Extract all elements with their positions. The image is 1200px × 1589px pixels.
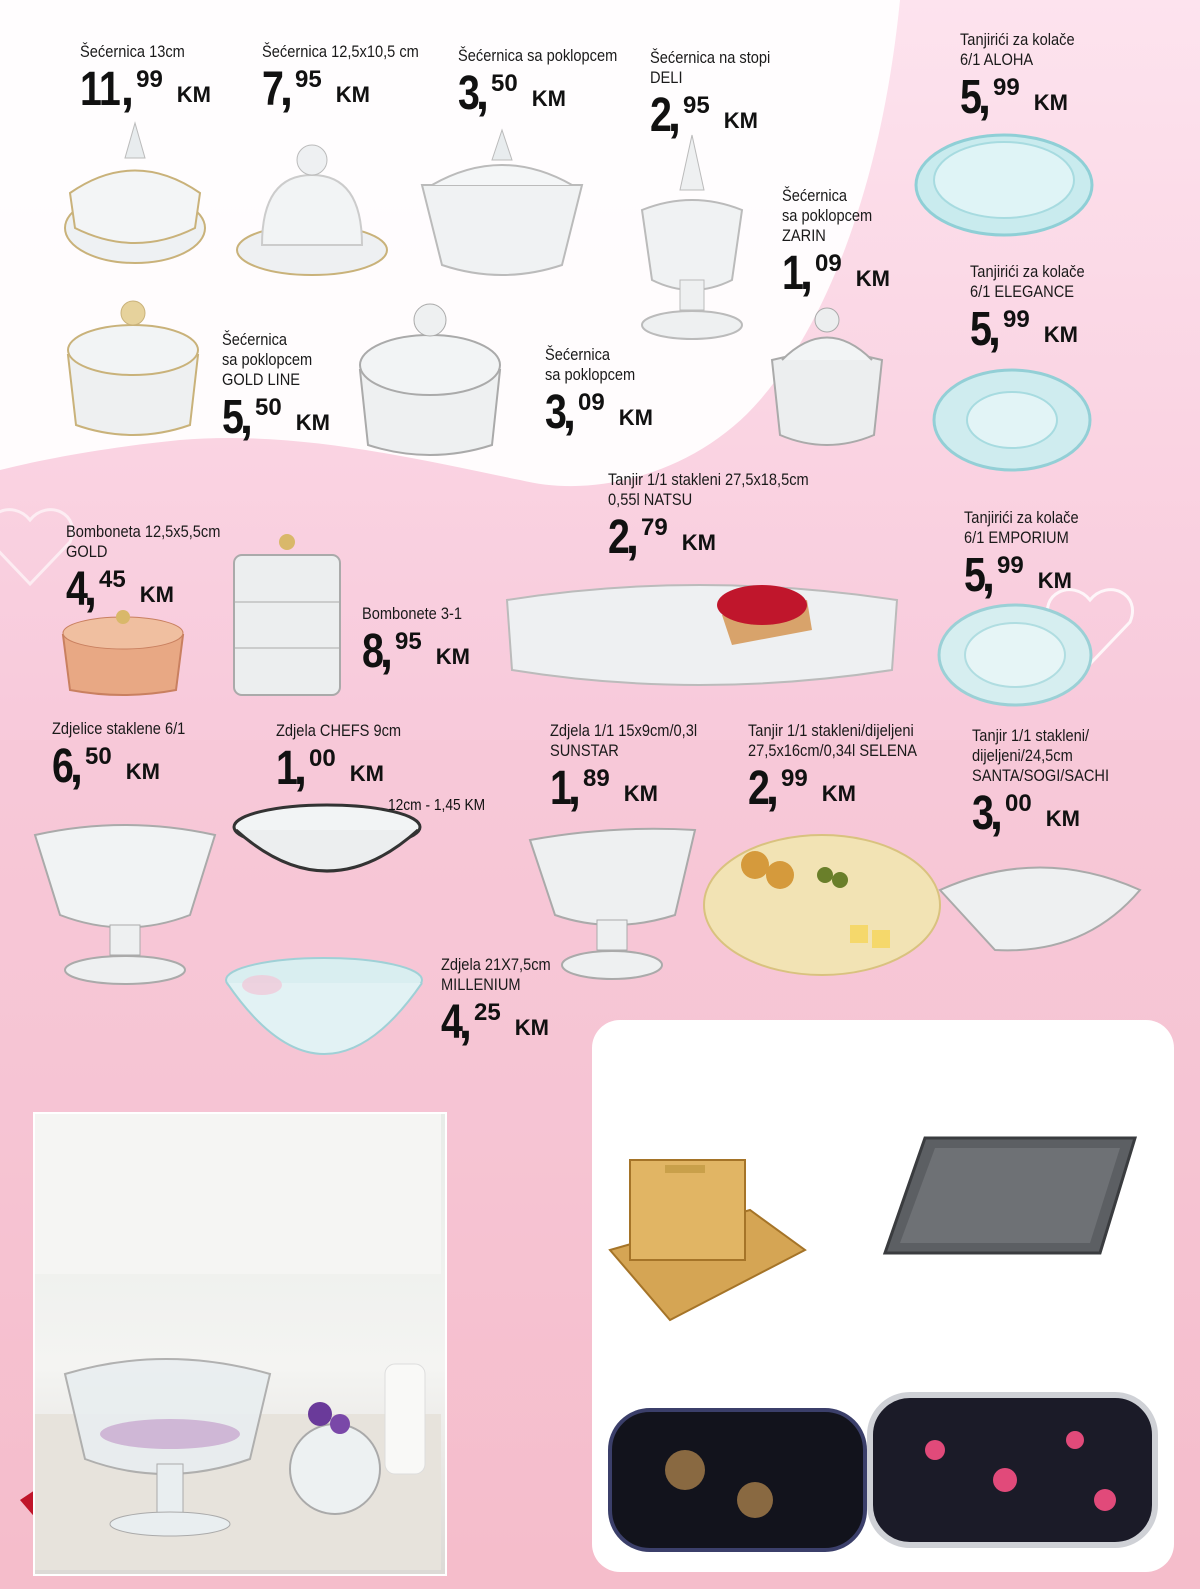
price-currency: KM bbox=[1045, 806, 1080, 831]
sugar-bowl-lid-photo bbox=[412, 125, 592, 285]
product-name-line: Zdjelice staklene 6/1 bbox=[52, 719, 186, 738]
product-name-line: 6/1 ALOHA bbox=[960, 50, 1034, 69]
price-tag bbox=[262, 63, 444, 116]
price-integer: 2 bbox=[748, 762, 770, 815]
price-integer: 1 bbox=[550, 762, 572, 815]
product-name-line: sa poklopcem bbox=[545, 365, 636, 384]
product-name-line: Zdjela 1/1 15x9cm/0,3l bbox=[550, 721, 698, 740]
price-decimal: 50 bbox=[255, 394, 282, 421]
price-decimal: 79 bbox=[641, 514, 668, 541]
price-currency: KM bbox=[139, 582, 174, 607]
product-p16 bbox=[550, 721, 721, 813]
price-currency: KM bbox=[125, 759, 160, 784]
price-integer: 4 bbox=[441, 996, 463, 1049]
product-name-line: MILLENIUM bbox=[441, 975, 521, 994]
zarin-bowl-photo bbox=[762, 305, 892, 455]
product-name-line: 6/1 EMPORIUM bbox=[964, 528, 1069, 547]
price-comma: , bbox=[625, 511, 640, 564]
price-tag bbox=[362, 625, 478, 678]
dessert-bowls-photo bbox=[30, 815, 220, 990]
price-currency: KM bbox=[681, 530, 716, 555]
price-integer: 7 bbox=[262, 63, 284, 116]
price-comma: , bbox=[475, 67, 490, 120]
product-name-line: Bomboneta 12,5x5,5cm bbox=[66, 522, 221, 541]
price-comma: , bbox=[765, 762, 780, 815]
price-integer: 11 bbox=[80, 63, 120, 116]
product-name-line: Zdjela CHEFS 9cm bbox=[276, 721, 402, 740]
price-tag bbox=[970, 303, 1103, 356]
price-tag bbox=[782, 247, 890, 300]
product-name-line: Tanjirići za kolače bbox=[964, 508, 1079, 527]
price-currency: KM bbox=[435, 644, 470, 669]
product-p18 bbox=[972, 726, 1131, 838]
product-name-line: dijeljeni/24,5cm bbox=[972, 746, 1073, 765]
product-p7 bbox=[970, 262, 1103, 354]
aloha-plates-photo bbox=[912, 125, 1097, 240]
price-comma: , bbox=[293, 742, 308, 795]
price-integer: 2 bbox=[608, 511, 630, 564]
product-p12 bbox=[66, 522, 246, 614]
drina-tray-photo bbox=[880, 1128, 1150, 1263]
price-decimal: 09 bbox=[815, 250, 842, 277]
price-integer: 5 bbox=[960, 71, 982, 124]
sugar-bowl-13cm-photo bbox=[55, 118, 215, 268]
price-tag bbox=[748, 762, 945, 815]
price-decimal: 99 bbox=[781, 765, 808, 792]
product-p14 bbox=[52, 719, 207, 791]
price-decimal: 99 bbox=[136, 66, 163, 93]
product-name-line: Šećernica bbox=[222, 330, 288, 349]
product-name-line: sa poklopcem bbox=[782, 206, 873, 225]
product-p4 bbox=[650, 48, 790, 140]
price-integer: 5 bbox=[970, 303, 992, 356]
chefs-12cm-note: 12cm - 1,45 KM bbox=[388, 797, 486, 814]
product-name-line: Šećernica sa poklopcem bbox=[458, 46, 618, 65]
price-integer: 8 bbox=[362, 625, 384, 678]
price-tag bbox=[276, 742, 421, 795]
price-comma: , bbox=[562, 386, 577, 439]
product-name-line: 27,5x16cm/0,34l SELENA bbox=[748, 741, 918, 760]
product-p10 bbox=[608, 470, 841, 562]
price-comma: , bbox=[458, 996, 473, 1049]
price-tag bbox=[608, 511, 841, 564]
price-comma: , bbox=[83, 563, 98, 616]
price-decimal: 09 bbox=[578, 389, 605, 416]
price-decimal: 50 bbox=[85, 743, 112, 770]
product-name-line: ZARIN bbox=[782, 226, 826, 245]
price-currency: KM bbox=[335, 82, 370, 107]
product-p11 bbox=[964, 508, 1097, 600]
product-name-line: sa poklopcem bbox=[222, 350, 313, 369]
bowl-illustration bbox=[35, 1114, 441, 1570]
price-comma: , bbox=[987, 303, 1002, 356]
product-p3 bbox=[458, 46, 643, 118]
product-p8 bbox=[222, 330, 330, 442]
petite-patisserie-photo bbox=[33, 1112, 447, 1576]
price-tag bbox=[458, 67, 643, 120]
product-name-line: DELI bbox=[650, 68, 683, 87]
price-integer: 1 bbox=[782, 247, 804, 300]
product-p5 bbox=[960, 30, 1093, 122]
product-name-line: Tanjirići za kolače bbox=[960, 30, 1075, 49]
price-currency: KM bbox=[855, 266, 890, 291]
natsu-plate-photo bbox=[497, 560, 907, 700]
product-name-line: Bombonete 3-1 bbox=[362, 604, 462, 623]
price-integer: 3 bbox=[972, 787, 994, 840]
price-tag bbox=[964, 549, 1097, 602]
product-name-line: Šećernica bbox=[782, 186, 848, 205]
price-comma: , bbox=[977, 71, 992, 124]
price-comma: , bbox=[379, 625, 394, 678]
sunstar-bowl-photo bbox=[525, 825, 700, 985]
price-decimal: 95 bbox=[683, 92, 710, 119]
price-currency: KM bbox=[1043, 322, 1078, 347]
price-comma: , bbox=[239, 391, 254, 444]
product-name-line: Šećernica 12,5x10,5 cm bbox=[262, 42, 419, 61]
price-comma: , bbox=[279, 63, 294, 116]
product-p1 bbox=[80, 42, 211, 114]
gold-line-bowl-photo bbox=[58, 295, 208, 445]
price-currency: KM bbox=[821, 781, 856, 806]
product-name-line: Tanjir 1/1 stakleni/ bbox=[972, 726, 1090, 745]
product-name-line: Šećernica na stopi bbox=[650, 48, 771, 67]
product-p2 bbox=[262, 42, 444, 114]
price-decimal: 95 bbox=[395, 628, 422, 655]
price-decimal: 89 bbox=[583, 765, 610, 792]
product-name-line: SANTA/SOGI/SACHI bbox=[972, 766, 1110, 785]
price-decimal: 99 bbox=[997, 552, 1024, 579]
price-tag bbox=[545, 386, 653, 439]
price-currency: KM bbox=[1033, 90, 1068, 115]
price-tag bbox=[441, 996, 569, 1049]
price-decimal: 25 bbox=[474, 999, 501, 1026]
santa-plate-photo bbox=[935, 845, 1145, 955]
product-name-line: Šećernica 13cm bbox=[80, 42, 185, 61]
product-name-line: Šećernica bbox=[545, 345, 611, 364]
price-decimal: 50 bbox=[491, 70, 518, 97]
product-p15 bbox=[276, 721, 421, 793]
product-p13 bbox=[362, 604, 478, 676]
sugar-bowl-dome-photo bbox=[232, 135, 392, 285]
chefs-bowl-photo bbox=[230, 802, 425, 897]
product-name-line: SUNSTAR bbox=[550, 741, 619, 760]
price-comma: , bbox=[799, 247, 814, 300]
price-currency: KM bbox=[531, 86, 566, 111]
price-tag bbox=[80, 63, 212, 116]
price-tag bbox=[52, 740, 207, 793]
product-name-line: 0,55l NATSU bbox=[608, 490, 693, 509]
price-comma: , bbox=[567, 762, 582, 815]
emporium-plates-photo bbox=[935, 600, 1095, 710]
product-name-line: GOLD bbox=[66, 542, 108, 561]
price-currency: KM bbox=[514, 1015, 549, 1040]
selena-plate-photo bbox=[700, 830, 945, 980]
product-p9 bbox=[545, 345, 653, 437]
price-tag bbox=[960, 71, 1093, 124]
price-integer: 3 bbox=[458, 67, 480, 120]
price-comma: , bbox=[989, 787, 1004, 840]
product-p6 bbox=[782, 186, 890, 298]
price-currency: KM bbox=[349, 761, 384, 786]
price-tag bbox=[550, 762, 721, 815]
millenium-bowl-photo bbox=[222, 955, 427, 1090]
product-name-line: Zdjela 21X7,5cm bbox=[441, 955, 551, 974]
price-currency: KM bbox=[623, 781, 658, 806]
sugar-bowl-deli-photo bbox=[622, 130, 762, 350]
price-decimal: 99 bbox=[1003, 306, 1030, 333]
price-integer: 5 bbox=[222, 391, 244, 444]
price-decimal: 00 bbox=[1005, 790, 1032, 817]
gold-bonbon-box-photo bbox=[58, 605, 188, 700]
price-decimal: 00 bbox=[309, 745, 336, 772]
bonbon-3-1-photo bbox=[222, 530, 352, 700]
price-integer: 5 bbox=[964, 549, 986, 602]
price-currency: KM bbox=[618, 405, 653, 430]
price-comma: , bbox=[120, 63, 135, 116]
price-integer: 2 bbox=[650, 89, 672, 142]
price-tag bbox=[222, 391, 330, 444]
price-currency: KM bbox=[723, 108, 758, 133]
price-currency: KM bbox=[176, 82, 212, 107]
price-integer: 6 bbox=[52, 740, 74, 793]
price-decimal: 45 bbox=[99, 566, 126, 593]
price-currency: KM bbox=[1037, 568, 1072, 593]
elegance-plate-photo bbox=[930, 365, 1095, 475]
price-integer: 1 bbox=[276, 742, 298, 795]
product-name-line: GOLD LINE bbox=[222, 370, 301, 389]
price-comma: , bbox=[667, 89, 682, 142]
product-p17 bbox=[748, 721, 945, 813]
price-tag bbox=[972, 787, 1131, 840]
bamboo-trays-photo bbox=[590, 1150, 820, 1330]
price-decimal: 99 bbox=[993, 74, 1020, 101]
price-integer: 4 bbox=[66, 563, 88, 616]
price-integer: 3 bbox=[545, 386, 567, 439]
price-currency: KM bbox=[295, 410, 330, 435]
price-comma: , bbox=[981, 549, 996, 602]
melamine-trays-photo bbox=[605, 1390, 1165, 1560]
product-name-line: 6/1 ELEGANCE bbox=[970, 282, 1075, 301]
round-bowl-lid-photo bbox=[350, 300, 510, 470]
price-comma: , bbox=[69, 740, 84, 793]
product-name-line: Tanjir 1/1 stakleni/dijeljeni bbox=[748, 721, 914, 740]
price-decimal: 95 bbox=[295, 66, 322, 93]
product-name-line: Tanjirići za kolače bbox=[970, 262, 1085, 281]
product-name-line: Tanjir 1/1 stakleni 27,5x18,5cm bbox=[608, 470, 809, 489]
